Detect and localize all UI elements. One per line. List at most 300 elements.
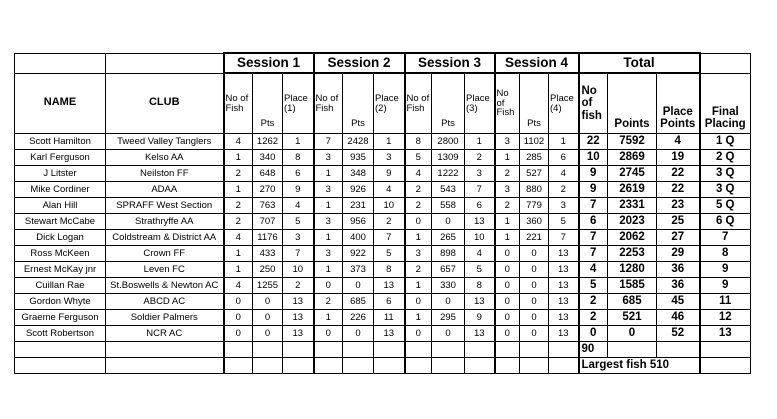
s3-pts-cell: 330 [432,278,465,294]
s1-fish-cell: 4 [224,134,253,150]
s2-pts-cell: 2428 [343,134,374,150]
s3-fish-cell: 1 [405,310,432,326]
club-cell: Coldstream & District AA [106,230,224,246]
s3-pts-cell: 0 [432,214,465,230]
s1-pts-cell: 763 [253,198,283,214]
empty-cell [224,358,253,374]
total-fish-cell: 2 [579,294,608,310]
s2-fish-cell: 0 [314,278,343,294]
empty-cell [465,358,495,374]
s2-pts-cell: 226 [343,310,374,326]
s3-fish-cell: 4 [405,166,432,182]
total-fish-header: No of fish [579,73,608,134]
s1-pts-cell: 1262 [253,134,283,150]
empty-cell [432,342,465,358]
s1-pts-cell: 340 [253,150,283,166]
s1-place-cell: 13 [283,310,314,326]
s4-fish-cell: 0 [495,262,520,278]
s1-pts-cell: 433 [253,246,283,262]
results-table-wrapper [14,52,751,374]
points-cell: 2331 [608,198,657,214]
s4-fish-cell: 3 [495,134,520,150]
s1-fish-cell: 2 [224,198,253,214]
total-header: Total [579,53,700,73]
table-row [15,134,751,150]
s1-pts-cell: 0 [253,310,283,326]
final-placing-cell: 3 Q [700,182,751,198]
s3-pts-cell: 1309 [432,150,465,166]
s2-fish-cell: 3 [314,214,343,230]
s2-pts-cell: 400 [343,230,374,246]
s4-pts-cell: 285 [520,150,549,166]
s2-pts-cell: 231 [343,198,374,214]
s2-fish-cell: 0 [314,326,343,342]
s2-fish-cell: 1 [314,262,343,278]
s2-fish-cell: 1 [314,198,343,214]
s3-place-cell: 13 [465,326,495,342]
s1-fish-cell: 0 [224,310,253,326]
final-placing-cell: 5 Q [700,198,751,214]
table-row [15,310,751,326]
s1-place-cell: 10 [283,262,314,278]
s4-pts-cell: 221 [520,230,549,246]
name-cell: Graeme Ferguson [15,310,106,326]
s4-place-cell: 13 [549,246,579,262]
points-cell: 2869 [608,150,657,166]
s1-fish-cell: 1 [224,246,253,262]
s3-fish-cell: 0 [405,326,432,342]
s4-fish-cell: 0 [495,310,520,326]
total-fish-count: 90 [579,342,608,358]
total-fish-cell: 10 [579,150,608,166]
s1-pts-cell: 1255 [253,278,283,294]
total-fish-cell: 7 [579,246,608,262]
s2-fish-cell: 1 [314,166,343,182]
empty-cell [495,342,520,358]
club-cell: Crown FF [106,246,224,262]
empty-cell [343,358,374,374]
empty-cell [405,342,432,358]
points-cell: 2745 [608,166,657,182]
empty-cell [405,358,432,374]
s1-fish-header: No of Fish [224,73,253,134]
final-placing-cell: 13 [700,326,751,342]
empty-cell [520,358,549,374]
s2-place-header: Place (2) [374,73,405,134]
club-cell: ABCD AC [106,294,224,310]
club-cell: SPRAFF West Section [106,198,224,214]
s2-place-cell: 7 [374,230,405,246]
s2-place-cell: 13 [374,278,405,294]
place-points-cell: 46 [657,310,700,326]
empty-cell [15,358,106,374]
final-placing-cell: 1 Q [700,134,751,150]
s3-pts-cell: 1222 [432,166,465,182]
empty-cell [549,358,579,374]
s3-fish-cell: 8 [405,134,432,150]
club-header: CLUB [106,73,224,134]
total-fish-cell: 22 [579,134,608,150]
points-cell: 2062 [608,230,657,246]
total-fish-cell: 9 [579,182,608,198]
empty-cell [374,358,405,374]
session-3-header: Session 3 [405,53,495,73]
s2-place-cell: 1 [374,134,405,150]
s3-place-cell: 5 [465,262,495,278]
s2-pts-cell: 926 [343,182,374,198]
total-fish-cell: 0 [579,326,608,342]
s2-fish-cell: 7 [314,134,343,150]
s2-fish-cell: 3 [314,246,343,262]
s3-pts-cell: 898 [432,246,465,262]
s4-place-cell: 7 [549,230,579,246]
empty-cell [432,358,465,374]
s4-fish-cell: 1 [495,214,520,230]
final-placing-cell: 11 [700,294,751,310]
s2-fish-cell: 1 [314,230,343,246]
s4-place-cell: 13 [549,294,579,310]
empty-cell [495,358,520,374]
s3-place-cell: 3 [465,166,495,182]
points-cell: 1280 [608,262,657,278]
results-table [14,52,751,374]
s3-fish-cell: 2 [405,182,432,198]
s2-pts-cell: 685 [343,294,374,310]
s4-place-cell: 13 [549,310,579,326]
s1-place-cell: 7 [283,246,314,262]
table-row [15,294,751,310]
s4-pts-cell: 0 [520,310,549,326]
s1-place-cell: 9 [283,182,314,198]
place-points-cell: 19 [657,150,700,166]
s4-fish-cell: 2 [495,166,520,182]
s4-fish-cell: 0 [495,294,520,310]
s2-pts-cell: 373 [343,262,374,278]
session-header-row [15,53,751,73]
s2-fish-cell: 2 [314,294,343,310]
club-cell: ADAA [106,182,224,198]
s3-fish-cell: 1 [405,278,432,294]
empty-cell [314,342,343,358]
points-cell: 1585 [608,278,657,294]
s4-pts-cell: 1102 [520,134,549,150]
s3-place-cell: 13 [465,294,495,310]
s1-place-cell: 4 [283,198,314,214]
name-cell: Dick Logan [15,230,106,246]
place-points-cell: 29 [657,246,700,262]
s3-fish-cell: 0 [405,214,432,230]
club-cell: Leven FC [106,262,224,278]
s3-fish-cell: 1 [405,230,432,246]
empty-cell [224,342,253,358]
place-points-cell: 27 [657,230,700,246]
empty-cell [343,342,374,358]
s3-place-cell: 8 [465,278,495,294]
total-fish-cell: 2 [579,310,608,326]
s1-fish-cell: 4 [224,278,253,294]
empty-cell [106,53,224,73]
s2-fish-cell: 1 [314,310,343,326]
empty-cell [374,342,405,358]
empty-cell [106,358,224,374]
empty-cell [608,342,657,358]
points-cell: 685 [608,294,657,310]
s1-pts-cell: 250 [253,262,283,278]
points-cell: 0 [608,326,657,342]
s2-place-cell: 5 [374,246,405,262]
total-fish-cell: 7 [579,198,608,214]
s4-fish-cell: 1 [495,230,520,246]
s4-fish-cell: 0 [495,326,520,342]
footer-row-1 [15,342,751,358]
place-points-cell: 36 [657,262,700,278]
s3-place-cell: 10 [465,230,495,246]
s3-fish-cell: 0 [405,294,432,310]
empty-cell [106,342,224,358]
place-points-cell: 4 [657,134,700,150]
points-cell: 2023 [608,214,657,230]
place-points-cell: 36 [657,278,700,294]
place-points-cell: 23 [657,198,700,214]
s2-place-cell: 11 [374,310,405,326]
s4-pts-cell: 0 [520,278,549,294]
club-cell: Tweed Valley Tanglers [106,134,224,150]
s3-pts-header: Pts [432,73,465,134]
name-cell: Ross McKeen [15,246,106,262]
s3-place-cell: 7 [465,182,495,198]
s2-place-cell: 4 [374,182,405,198]
s4-place-cell: 2 [549,182,579,198]
name-cell: Alan Hill [15,198,106,214]
final-placing-cell: 7 [700,230,751,246]
s4-place-cell: 13 [549,262,579,278]
s3-pts-cell: 657 [432,262,465,278]
s1-pts-cell: 707 [253,214,283,230]
table-row [15,214,751,230]
s4-fish-header: No of Fish [495,73,520,134]
final-placing-cell: 8 [700,246,751,262]
s4-pts-cell: 0 [520,326,549,342]
empty-cell [15,342,106,358]
s1-place-cell: 5 [283,214,314,230]
final-placing-cell: 3 Q [700,166,751,182]
name-cell: Scott Robertson [15,326,106,342]
s3-place-cell: 13 [465,214,495,230]
s1-pts-cell: 1176 [253,230,283,246]
name-cell: Karl Ferguson [15,150,106,166]
club-cell: Soldier Palmers [106,310,224,326]
s3-pts-cell: 543 [432,182,465,198]
s3-fish-cell: 2 [405,262,432,278]
s3-pts-cell: 0 [432,326,465,342]
place-points-cell: 22 [657,166,700,182]
empty-cell [657,342,700,358]
total-fish-cell: 7 [579,230,608,246]
table-row [15,198,751,214]
s1-fish-cell: 1 [224,262,253,278]
place-points-cell: 52 [657,326,700,342]
s4-pts-cell: 0 [520,246,549,262]
s2-pts-cell: 956 [343,214,374,230]
s4-fish-cell: 0 [495,246,520,262]
s3-place-cell: 4 [465,246,495,262]
empty-cell [253,358,283,374]
name-cell: Cuillan Rae [15,278,106,294]
points-cell: 521 [608,310,657,326]
s1-place-cell: 13 [283,294,314,310]
footer-row-2 [15,358,751,374]
s4-pts-cell: 779 [520,198,549,214]
s1-pts-cell: 0 [253,326,283,342]
s3-place-cell: 2 [465,150,495,166]
name-cell: Ernest McKay jnr [15,262,106,278]
s2-place-cell: 2 [374,214,405,230]
name-header: NAME [15,73,106,134]
s3-fish-cell: 3 [405,246,432,262]
s4-fish-cell: 3 [495,182,520,198]
table-row [15,230,751,246]
points-cell: 2619 [608,182,657,198]
s1-fish-cell: 1 [224,150,253,166]
name-cell: Scott Hamilton [15,134,106,150]
s4-place-cell: 13 [549,278,579,294]
final-placing-cell: 6 Q [700,214,751,230]
s3-pts-cell: 558 [432,198,465,214]
name-cell: Gordon Whyte [15,294,106,310]
name-cell: J Litster [15,166,106,182]
s1-place-cell: 13 [283,326,314,342]
s1-fish-cell: 0 [224,294,253,310]
s3-place-cell: 1 [465,134,495,150]
s2-place-cell: 13 [374,326,405,342]
total-fish-cell: 5 [579,278,608,294]
s1-place-cell: 1 [283,134,314,150]
points-header: Points [608,73,657,134]
s4-place-cell: 13 [549,326,579,342]
s4-pts-cell: 527 [520,166,549,182]
place-points-cell: 25 [657,214,700,230]
results-body [15,134,751,342]
s1-fish-cell: 4 [224,230,253,246]
final-placing-cell: 12 [700,310,751,326]
s4-fish-cell: 2 [495,198,520,214]
column-header-row [15,73,751,134]
s4-fish-cell: 1 [495,150,520,166]
s4-fish-cell: 0 [495,278,520,294]
s2-place-cell: 10 [374,198,405,214]
session-2-header: Session 2 [314,53,405,73]
total-fish-cell: 6 [579,214,608,230]
name-cell: Stewart McCabe [15,214,106,230]
table-row [15,326,751,342]
points-cell: 2253 [608,246,657,262]
s2-place-cell: 6 [374,294,405,310]
table-row [15,278,751,294]
s1-place-header: Place (1) [283,73,314,134]
s2-place-cell: 8 [374,262,405,278]
s2-place-cell: 3 [374,150,405,166]
empty-cell [283,342,314,358]
s4-pts-cell: 0 [520,262,549,278]
s1-place-cell: 8 [283,150,314,166]
largest-fish: Largest fish 510 [579,358,700,374]
s2-fish-cell: 3 [314,150,343,166]
empty-cell [549,342,579,358]
final-placing-header: Final Placing [700,73,751,134]
s4-place-cell: 1 [549,134,579,150]
s1-fish-cell: 2 [224,214,253,230]
s1-fish-cell: 2 [224,166,253,182]
s2-pts-cell: 0 [343,278,374,294]
total-fish-cell: 9 [579,166,608,182]
s4-place-cell: 3 [549,198,579,214]
empty-cell [465,342,495,358]
session-1-header: Session 1 [224,53,314,73]
s2-pts-cell: 922 [343,246,374,262]
empty-cell [283,358,314,374]
s1-place-cell: 2 [283,278,314,294]
place-points-cell: 45 [657,294,700,310]
s4-place-cell: 4 [549,166,579,182]
points-cell: 7592 [608,134,657,150]
s4-place-header: Place (4) [549,73,579,134]
place-points-cell: 22 [657,182,700,198]
empty-cell [520,342,549,358]
s1-pts-header: Pts [253,73,283,134]
s3-pts-cell: 265 [432,230,465,246]
s3-pts-cell: 295 [432,310,465,326]
empty-cell [700,53,751,73]
s1-place-cell: 3 [283,230,314,246]
club-cell: Neilston FF [106,166,224,182]
club-cell: Kelso AA [106,150,224,166]
s1-pts-cell: 0 [253,294,283,310]
s1-pts-cell: 270 [253,182,283,198]
s1-place-cell: 6 [283,166,314,182]
s4-pts-cell: 0 [520,294,549,310]
table-row [15,150,751,166]
s3-pts-cell: 0 [432,294,465,310]
s3-fish-cell: 2 [405,198,432,214]
s1-fish-cell: 1 [224,182,253,198]
final-placing-cell: 2 Q [700,150,751,166]
place-points-header: Place Points [657,73,700,134]
s3-fish-cell: 5 [405,150,432,166]
club-cell: Strathryffe AA [106,214,224,230]
s4-place-cell: 5 [549,214,579,230]
empty-cell [700,342,751,358]
s4-pts-header: Pts [520,73,549,134]
empty-cell [15,53,106,73]
empty-cell [700,358,751,374]
table-row [15,246,751,262]
final-placing-cell: 9 [700,262,751,278]
s2-pts-header: Pts [343,73,374,134]
s3-place-cell: 9 [465,310,495,326]
table-row [15,182,751,198]
session-4-header: Session 4 [495,53,579,73]
s3-fish-header: No of Fish [405,73,432,134]
s1-fish-cell: 0 [224,326,253,342]
empty-cell [253,342,283,358]
club-cell: St.Boswells & Newton AC [106,278,224,294]
s4-pts-cell: 360 [520,214,549,230]
s2-place-cell: 9 [374,166,405,182]
s2-fish-header: No of Fish [314,73,343,134]
table-row [15,166,751,182]
s4-pts-cell: 880 [520,182,549,198]
name-cell: Mike Cordiner [15,182,106,198]
